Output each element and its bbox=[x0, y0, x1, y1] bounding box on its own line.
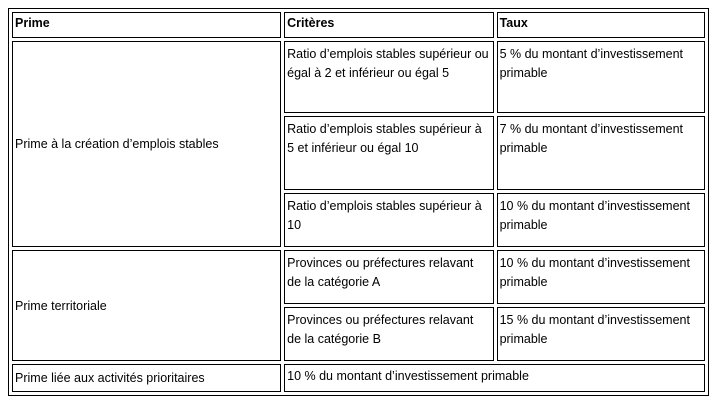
critere-cell: Ratio d’emplois stables supérieur ou égal à 2 et inférieur ou égal 5 bbox=[284, 41, 493, 113]
primes-table bbox=[8, 8, 709, 396]
prime-cell-emplois-stables: Prime à la création d’emplois stables bbox=[12, 41, 281, 247]
prime-cell-activites-prioritaires: Prime liée aux activités prioritaires bbox=[12, 364, 281, 392]
critere-cell: Provinces ou préfectures relavant de la catégorie B bbox=[284, 307, 493, 361]
critere-cell: Provinces ou préfectures relavant de la catégorie A bbox=[284, 250, 493, 304]
table-row bbox=[12, 364, 705, 392]
header-criteres: Critères bbox=[284, 12, 493, 38]
taux-cell: 7 % du montant d’investissement primable bbox=[497, 116, 705, 190]
prime-cell-territoriale: Prime territoriale bbox=[12, 250, 281, 361]
taux-cell-merged: 10 % du montant d’investissement primable bbox=[284, 364, 705, 392]
header-prime: Prime bbox=[12, 12, 281, 38]
table-header-row bbox=[12, 12, 705, 38]
critere-cell: Ratio d’emplois stables supérieur à 10 bbox=[284, 193, 493, 247]
table-row bbox=[12, 41, 705, 113]
table-row bbox=[12, 250, 705, 304]
taux-cell: 5 % du montant d’investissement primable bbox=[497, 41, 705, 113]
taux-cell: 10 % du montant d’investissement primable bbox=[497, 250, 705, 304]
header-taux: Taux bbox=[497, 12, 705, 38]
critere-cell: Ratio d’emplois stables supérieur à 5 et inférieur ou égal 10 bbox=[284, 116, 493, 190]
taux-cell: 10 % du montant d’investissement primable bbox=[497, 193, 705, 247]
taux-cell: 15 % du montant d’investissement primable bbox=[497, 307, 705, 361]
